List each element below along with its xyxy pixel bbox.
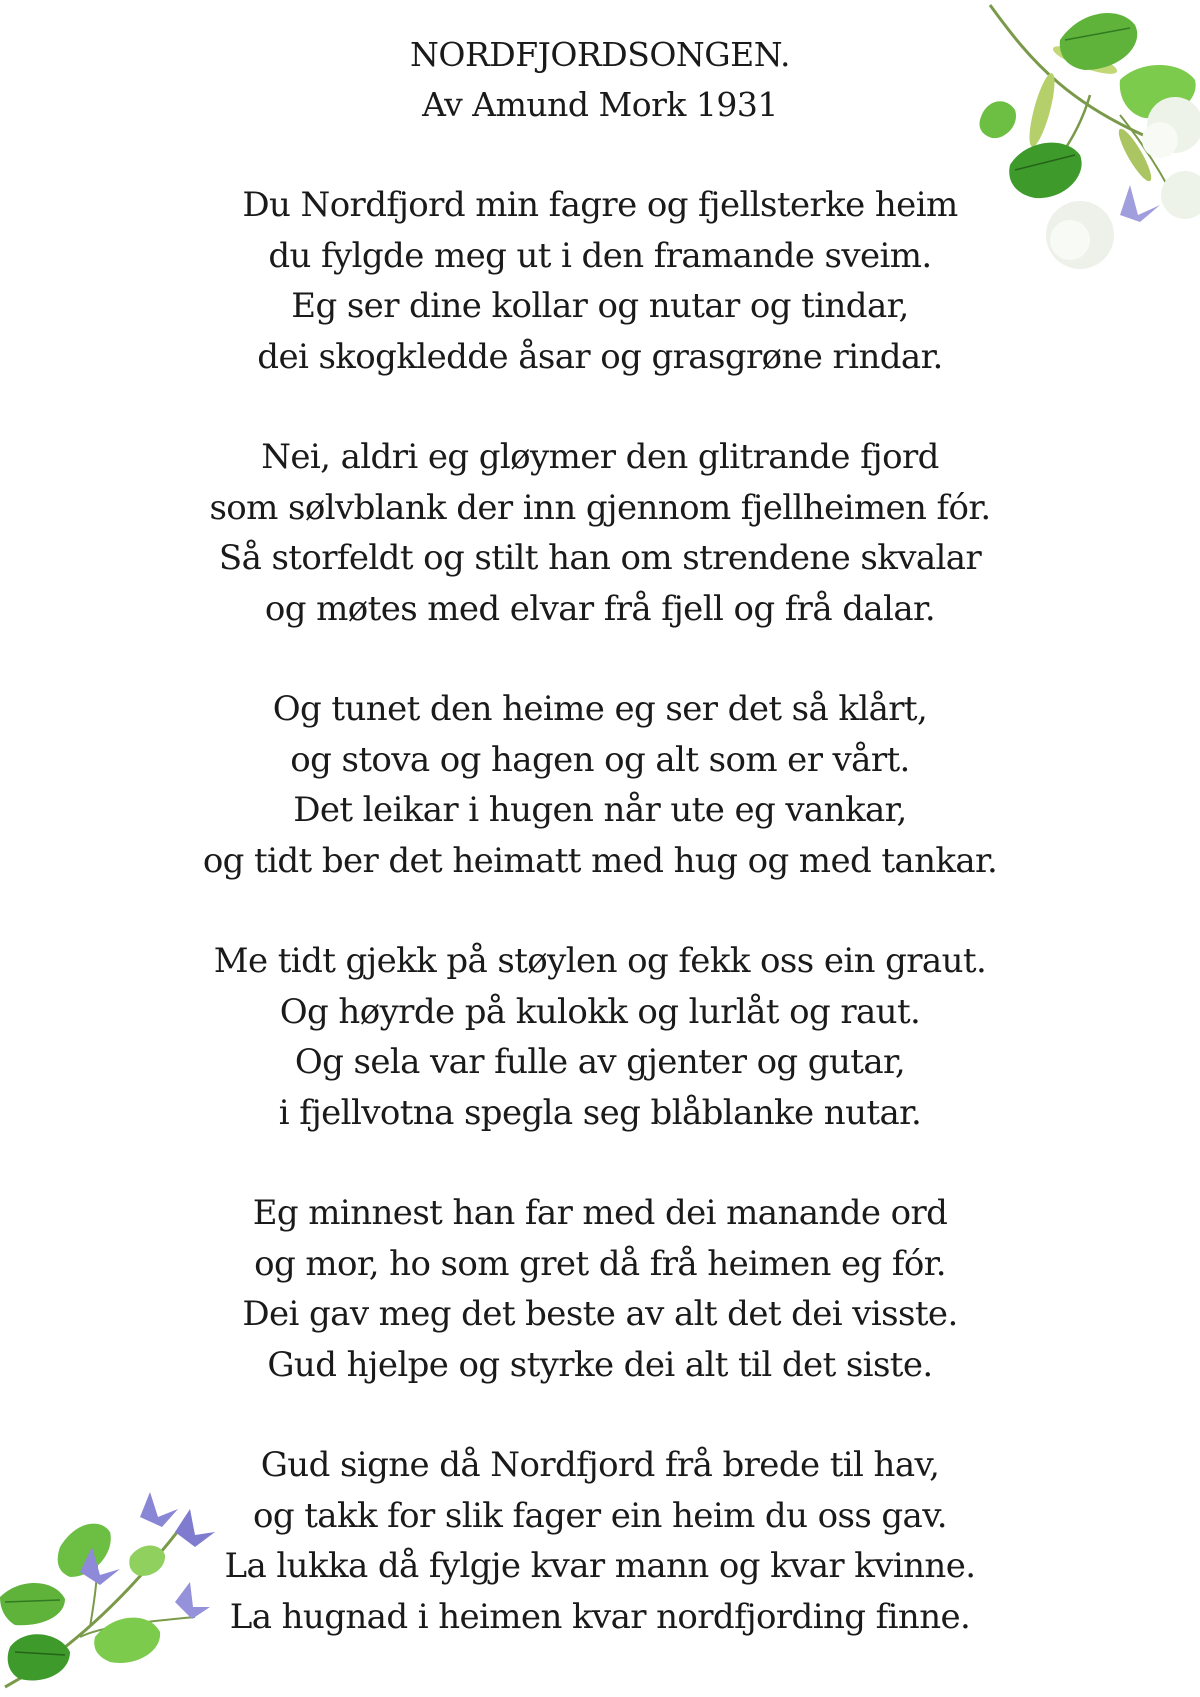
poem-line: i fjellvotna spegla seg blåblanke nutar. bbox=[278, 1092, 922, 1133]
poem-line: og mor, ho som gret då frå heimen eg fór. bbox=[254, 1243, 946, 1284]
poem-line: Eg ser dine kollar og nutar og tindar, bbox=[291, 286, 909, 326]
poem-line: La hugnad i heimen kvar nordfjording finne. bbox=[229, 1596, 971, 1637]
poem-line: Eg minnest han far med dei manande ord bbox=[252, 1193, 948, 1233]
stanza-4 bbox=[0, 936, 1200, 1138]
stanza-6 bbox=[0, 1440, 1200, 1642]
poem-line: dei skogkledde åsar og grasgrøne rindar. bbox=[257, 336, 943, 377]
poem-line: og stova og hagen og alt som er vårt. bbox=[290, 739, 910, 780]
stanza-2 bbox=[0, 432, 1200, 634]
poem-line: du fylgde meg ut i den framande sveim. bbox=[268, 235, 932, 276]
poem-line: Og høyrde på kulokk og lurlåt og raut. bbox=[279, 991, 921, 1032]
poem-line: Gud hjelpe og styrke dei alt til det siste. bbox=[267, 1344, 933, 1385]
poem-line: Du Nordfjord min fagre og fjellsterke heim bbox=[242, 185, 958, 225]
stanza-1 bbox=[0, 180, 1200, 382]
stanza-3 bbox=[0, 684, 1200, 886]
poem-title: NORDFJORDSONGEN. bbox=[410, 35, 790, 74]
poem-line: Det leikar i hugen når ute eg vankar, bbox=[293, 790, 907, 830]
poem bbox=[0, 30, 1200, 1642]
poem-line: Og tunet den heime eg ser det så klårt, bbox=[272, 689, 928, 729]
poem-line: La lukka då fylgje kvar mann og kvar kvinne. bbox=[224, 1546, 976, 1586]
poem-line: og takk for slik fager ein heim du oss gav. bbox=[252, 1495, 947, 1536]
poem-line: Nei, aldri eg gløymer den glitrande fjord bbox=[261, 437, 939, 477]
poem-line: Gud signe då Nordfjord frå brede til hav, bbox=[260, 1445, 940, 1485]
poem-line: Så storfeldt og stilt han om strendene skvalar bbox=[218, 538, 982, 578]
poem-line: som sølvblank der inn gjennom fjellheimen fór. bbox=[209, 487, 991, 528]
poem-line: Me tidt gjekk på støylen og fekk oss ein graut. bbox=[213, 941, 987, 981]
poem-line: og tidt ber det heimatt med hug og med tankar. bbox=[202, 840, 998, 881]
poem-line: Og sela var fulle av gjenter og gutar, bbox=[294, 1042, 906, 1082]
poem-author-line: Av Amund Mork 1931 bbox=[422, 85, 778, 124]
poem-line: og møtes med elvar frå fjell og frå dalar. bbox=[264, 588, 936, 629]
poem-line: Dei gav meg det beste av alt det dei visste. bbox=[242, 1294, 958, 1334]
stanza-5 bbox=[0, 1188, 1200, 1390]
